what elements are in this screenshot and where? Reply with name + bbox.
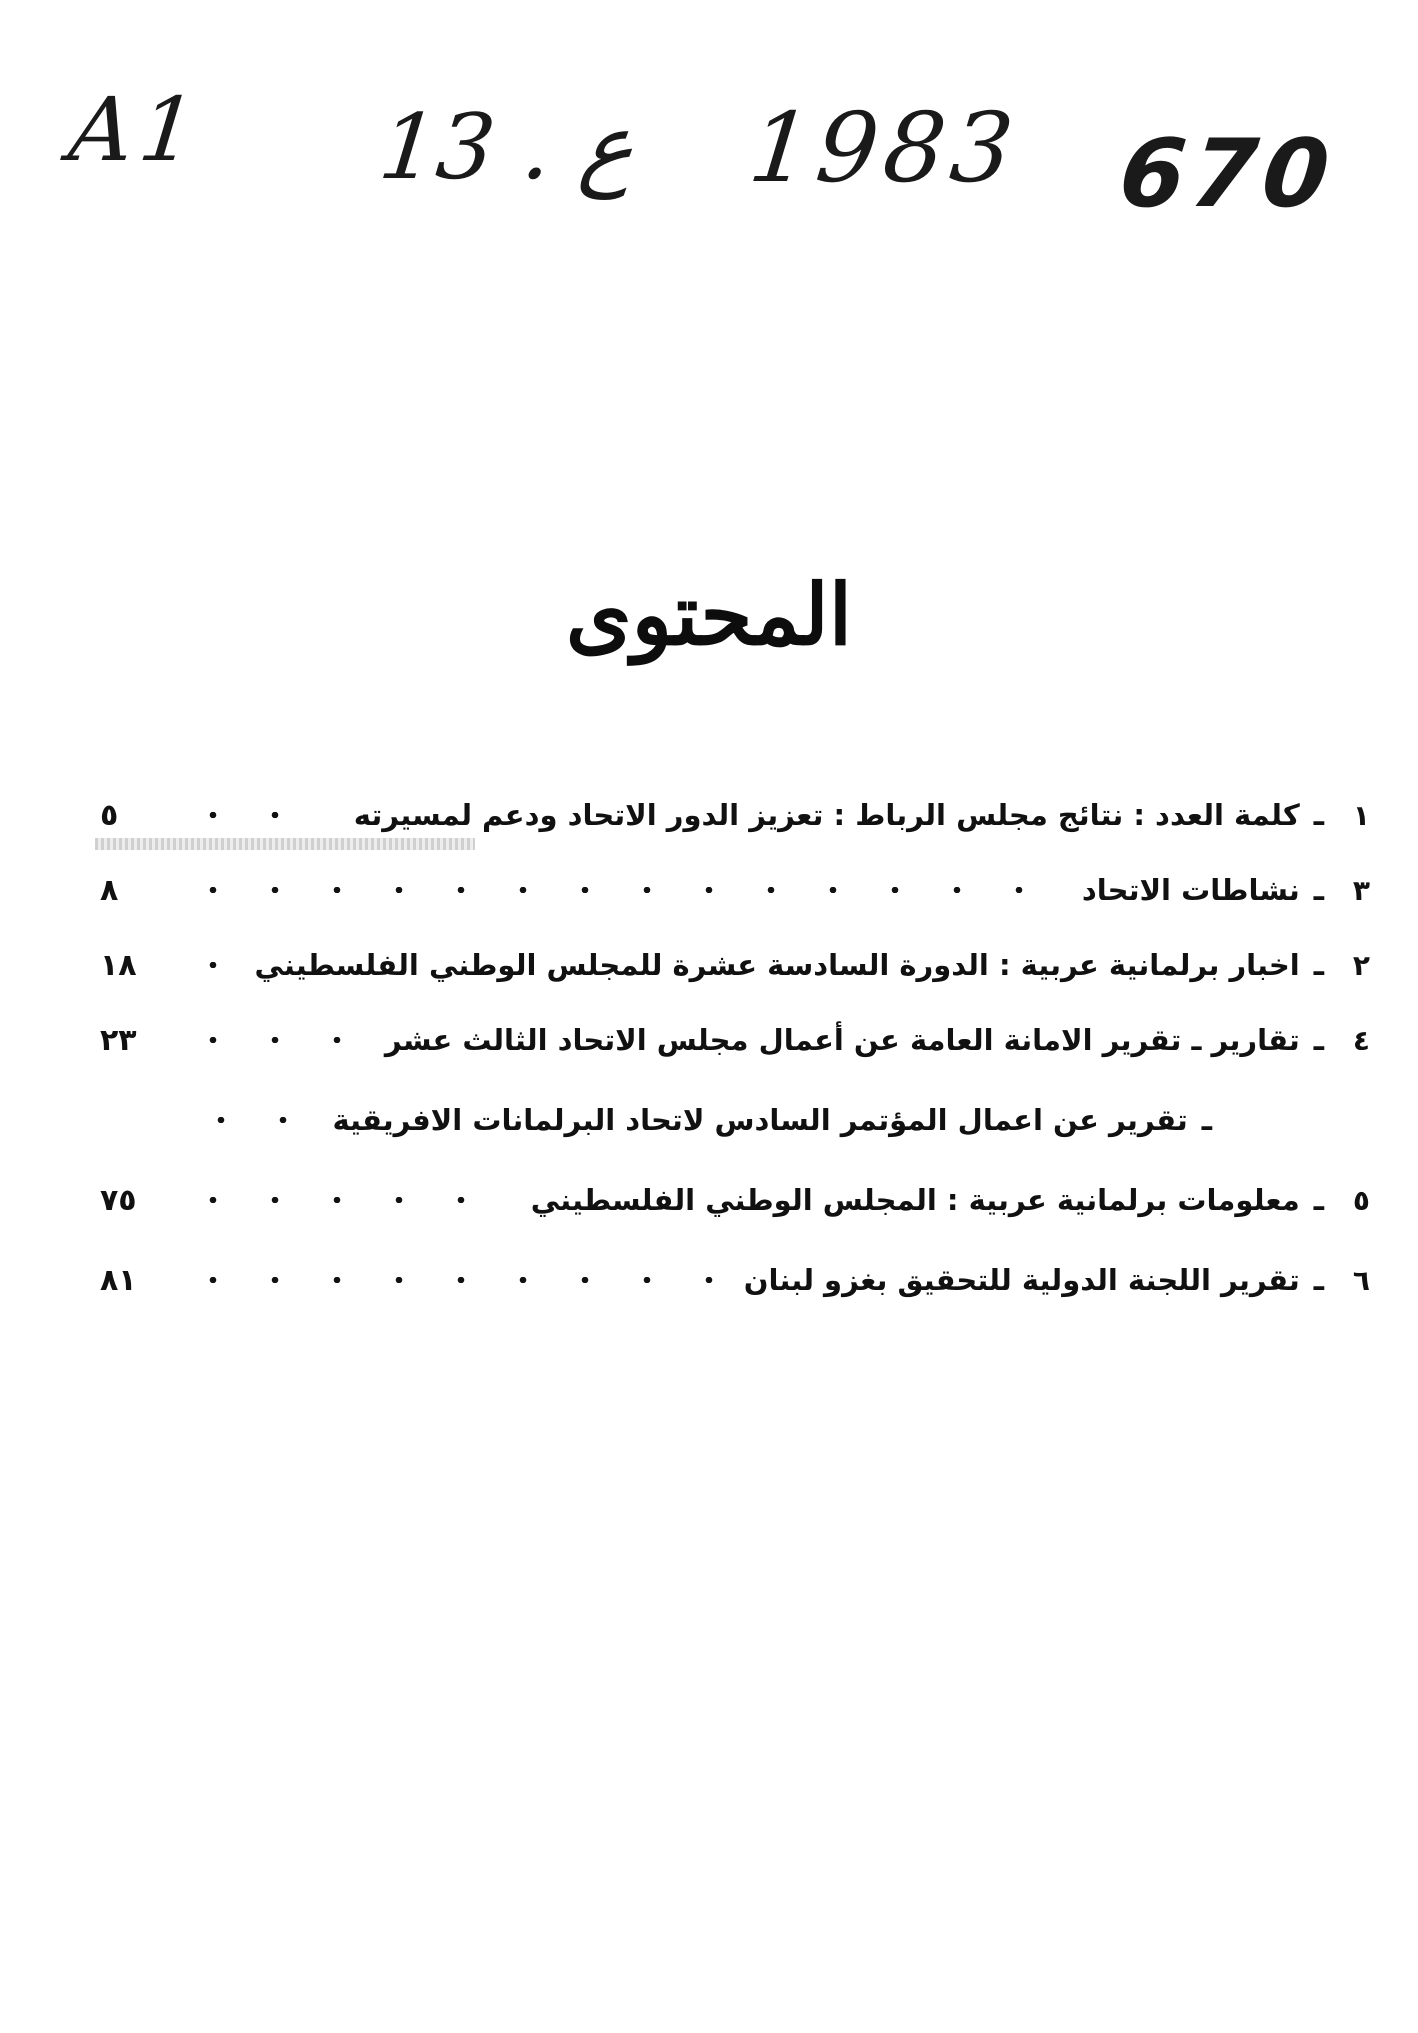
- toc-entry-page: ٨: [100, 872, 119, 908]
- toc-entry: [100, 935, 1370, 995]
- toc-entry-text: نشاطات الاتحاد: [1081, 873, 1300, 907]
- handwritten-number: 670: [1114, 120, 1340, 229]
- toc-entry: [100, 860, 1370, 920]
- handwritten-issue: 13 . ع: [374, 95, 640, 200]
- dot-leader: [182, 887, 1060, 893]
- toc-entry-number: ٦: [1352, 1263, 1370, 1297]
- dot-leader: [182, 1037, 363, 1043]
- dot-leader: [182, 1277, 722, 1283]
- toc-entry-page: ٥: [100, 797, 119, 833]
- toc-entry-dash: ـ: [1313, 872, 1324, 908]
- dot-leader: [182, 1197, 509, 1203]
- toc-entry-text: كلمة العدد : نتائج مجلس الرباط : تعزيز الدور الاتحاد ودعم لمسيرته: [353, 798, 1300, 832]
- toc-entry-page: ١٨: [100, 947, 137, 983]
- toc-entry-number: ٥: [1352, 1183, 1370, 1217]
- handwritten-code: A1: [64, 78, 207, 181]
- toc-entry-dash: ـ: [1313, 1262, 1324, 1298]
- toc-entry: [100, 1010, 1370, 1070]
- dot-leader: [182, 812, 332, 818]
- dot-leader: [182, 962, 233, 968]
- toc-entry: [100, 785, 1370, 845]
- toc-entry-text: اخبار برلمانية عربية : الدورة السادسة عشرة للمجلس الوطني الفلسطيني: [254, 948, 1300, 982]
- toc-entry: [100, 1170, 1370, 1230]
- toc-entry-dash: ـ: [1201, 1102, 1212, 1138]
- toc-entry-text: معلومات برلمانية عربية : المجلس الوطني الفلسطيني: [530, 1183, 1300, 1217]
- toc-entry: [100, 1250, 1370, 1310]
- toc-entry-text: تقرير اللجنة الدولية للتحقيق بغزو لبنان: [743, 1263, 1300, 1297]
- handwritten-year: 1983: [744, 92, 1025, 204]
- page-title: المحتوى: [565, 565, 853, 664]
- toc-entry-dash: ـ: [1313, 1022, 1324, 1058]
- dot-leader: [190, 1117, 310, 1123]
- toc-entry-page: ٧٥: [100, 1182, 137, 1218]
- toc-entry-number: ٤: [1352, 1023, 1370, 1057]
- toc-entry-text: تقارير ـ تقرير الامانة العامة عن أعمال مجلس الاتحاد الثالث عشر: [384, 1023, 1300, 1057]
- toc-entry-page: ٨١: [100, 1262, 137, 1298]
- toc-entry-dash: ـ: [1313, 947, 1324, 983]
- toc-entry-text: تقرير عن اعمال المؤتمر السادس لاتحاد البرلمانات الافريقية: [332, 1103, 1188, 1137]
- toc-entry-dash: ـ: [1313, 1182, 1324, 1218]
- toc-entry-number: ١: [1352, 798, 1370, 832]
- toc-entry-number: ٣: [1352, 873, 1370, 907]
- toc-subentry: [100, 1090, 1370, 1150]
- toc-entry-dash: ـ: [1313, 797, 1324, 833]
- toc-entry-page: ٢٣: [100, 1022, 137, 1058]
- toc-entry-number: ٢: [1352, 948, 1370, 982]
